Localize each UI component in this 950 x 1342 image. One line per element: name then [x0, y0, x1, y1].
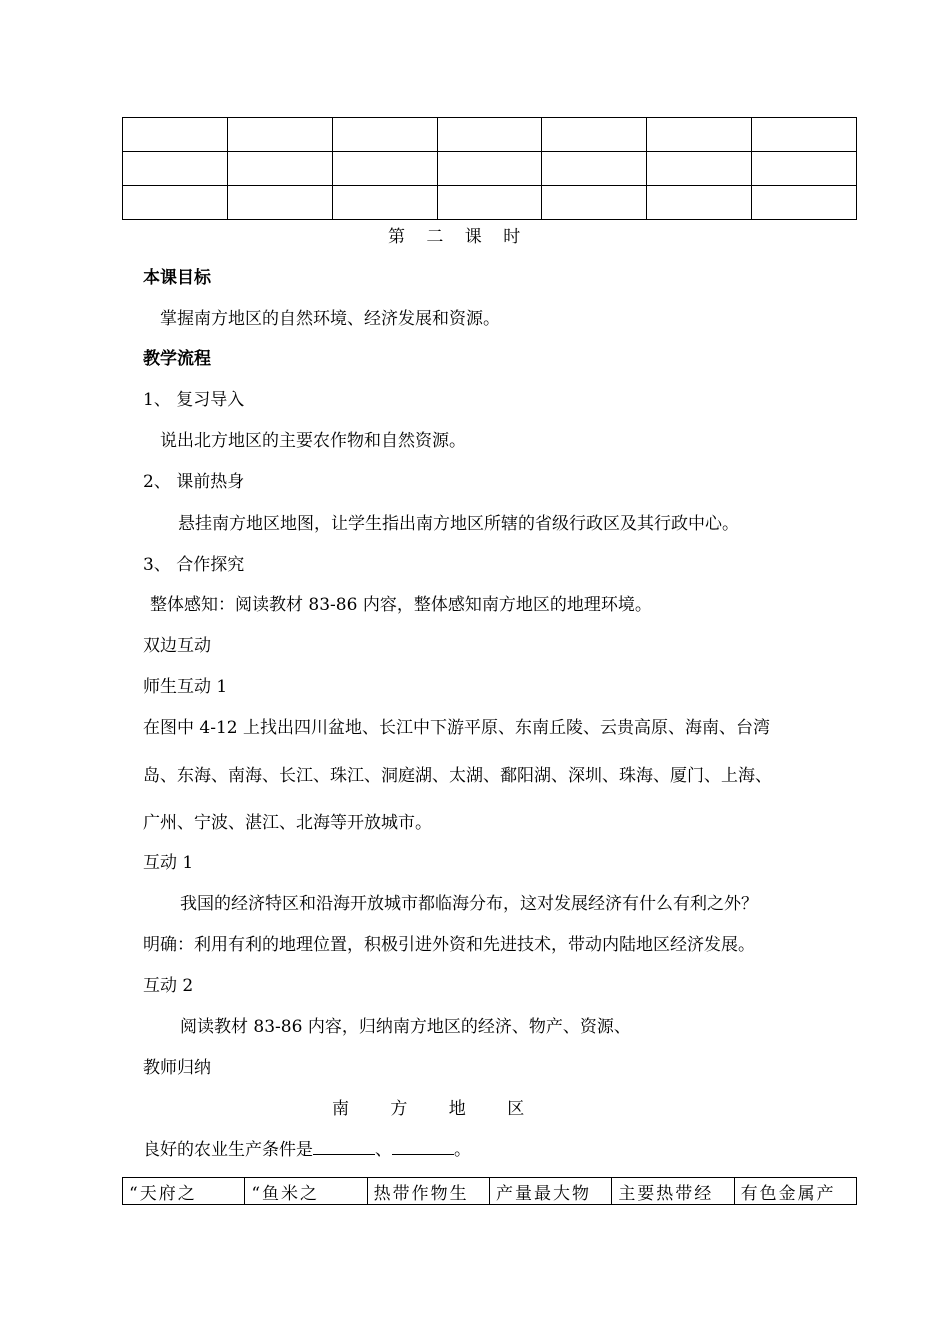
table-cell — [437, 186, 542, 220]
interaction1-answer: 明确：利用有利的地理位置，积极引进外资和先进技术，带动内陆地区经济发展。 — [143, 935, 755, 955]
interaction2-text: 阅读教材 83-86 内容，归纳南方地区的经济、物产、资源、 — [180, 1017, 631, 1037]
table-cell — [332, 118, 437, 152]
column-header: “天府之 — [123, 1178, 245, 1205]
teacher-summary: 教师归纳 — [143, 1058, 211, 1078]
table-cell — [647, 118, 752, 152]
column-header: 有色金属产 — [734, 1178, 856, 1205]
table-cell — [437, 152, 542, 186]
table-cell — [123, 152, 228, 186]
table-cell — [123, 186, 228, 220]
bilateral-title: 双边互动 — [143, 636, 211, 656]
column-header: 主要热带经 — [612, 1178, 734, 1205]
table-row — [123, 118, 857, 152]
column-header: 产量最大物 — [489, 1178, 611, 1205]
table-cell — [123, 118, 228, 152]
conditions-end: 。 — [454, 1140, 471, 1160]
objective-text: 掌握南方地区的自然环境、经济发展和资源。 — [160, 309, 500, 329]
column-header: “鱼米之 — [245, 1178, 367, 1205]
table-header-row — [123, 1178, 857, 1205]
step3-title: 3、 合作探究 — [143, 555, 245, 575]
table-row — [123, 152, 857, 186]
teacher-student-title: 师生互动 1 — [143, 677, 228, 697]
step1-text: 说出北方地区的主要农作物和自然资源。 — [160, 431, 466, 451]
map-task-line: 广州、宁波、湛江、北海等开放城市。 — [143, 813, 432, 833]
table-cell — [542, 118, 647, 152]
table-cell — [752, 118, 857, 152]
table-cell — [332, 186, 437, 220]
table-cell — [437, 118, 542, 152]
table-cell — [542, 186, 647, 220]
table-cell — [647, 152, 752, 186]
map-task-line: 在图中 4-12 上找出四川盆地、长江中下游平原、东南丘陵、云贵高原、海南、台湾 — [143, 718, 770, 738]
step2-text: 悬挂南方地区地图，让学生指出南方地区所辖的省级行政区及其行政中心。 — [178, 514, 739, 534]
region-products-table — [122, 1177, 857, 1205]
step3-text: 整体感知：阅读教材 83-86 内容，整体感知南方地区的地理环境。 — [150, 595, 652, 615]
table-cell — [227, 118, 332, 152]
table-cell — [752, 186, 857, 220]
answer-blank[interactable] — [392, 1138, 454, 1155]
step1-title: 1、 复习导入 — [143, 390, 245, 410]
interaction1-title: 互动 1 — [143, 853, 194, 873]
table-cell — [752, 152, 857, 186]
table-cell — [227, 186, 332, 220]
top-empty-table — [122, 117, 857, 220]
table-cell — [542, 152, 647, 186]
lesson-heading: 第 二 课 时 — [388, 227, 529, 247]
table-cell — [647, 186, 752, 220]
conditions-prefix: 良好的农业生产条件是 — [143, 1140, 313, 1160]
objective-title: 本课目标 — [143, 268, 211, 288]
conditions-line — [143, 1138, 471, 1161]
map-task-line: 岛、东海、南海、长江、珠江、洞庭湖、太湖、鄱阳湖、深圳、珠海、厦门、上海、 — [143, 766, 772, 786]
flow-title: 教学流程 — [143, 349, 211, 369]
interaction1-question: 我国的经济特区和沿海开放城市都临海分布，这对发展经济有什么有利之外？ — [180, 894, 758, 914]
region-heading: 南 方 地 区 — [332, 1099, 543, 1119]
column-header: 热带作物生 — [367, 1178, 489, 1205]
step2-title: 2、 课前热身 — [143, 472, 245, 492]
table-cell — [227, 152, 332, 186]
interaction2-title: 互动 2 — [143, 976, 194, 996]
table-row — [123, 186, 857, 220]
answer-blank[interactable] — [313, 1138, 375, 1155]
conditions-separator: 、 — [375, 1140, 392, 1160]
table-cell — [332, 152, 437, 186]
